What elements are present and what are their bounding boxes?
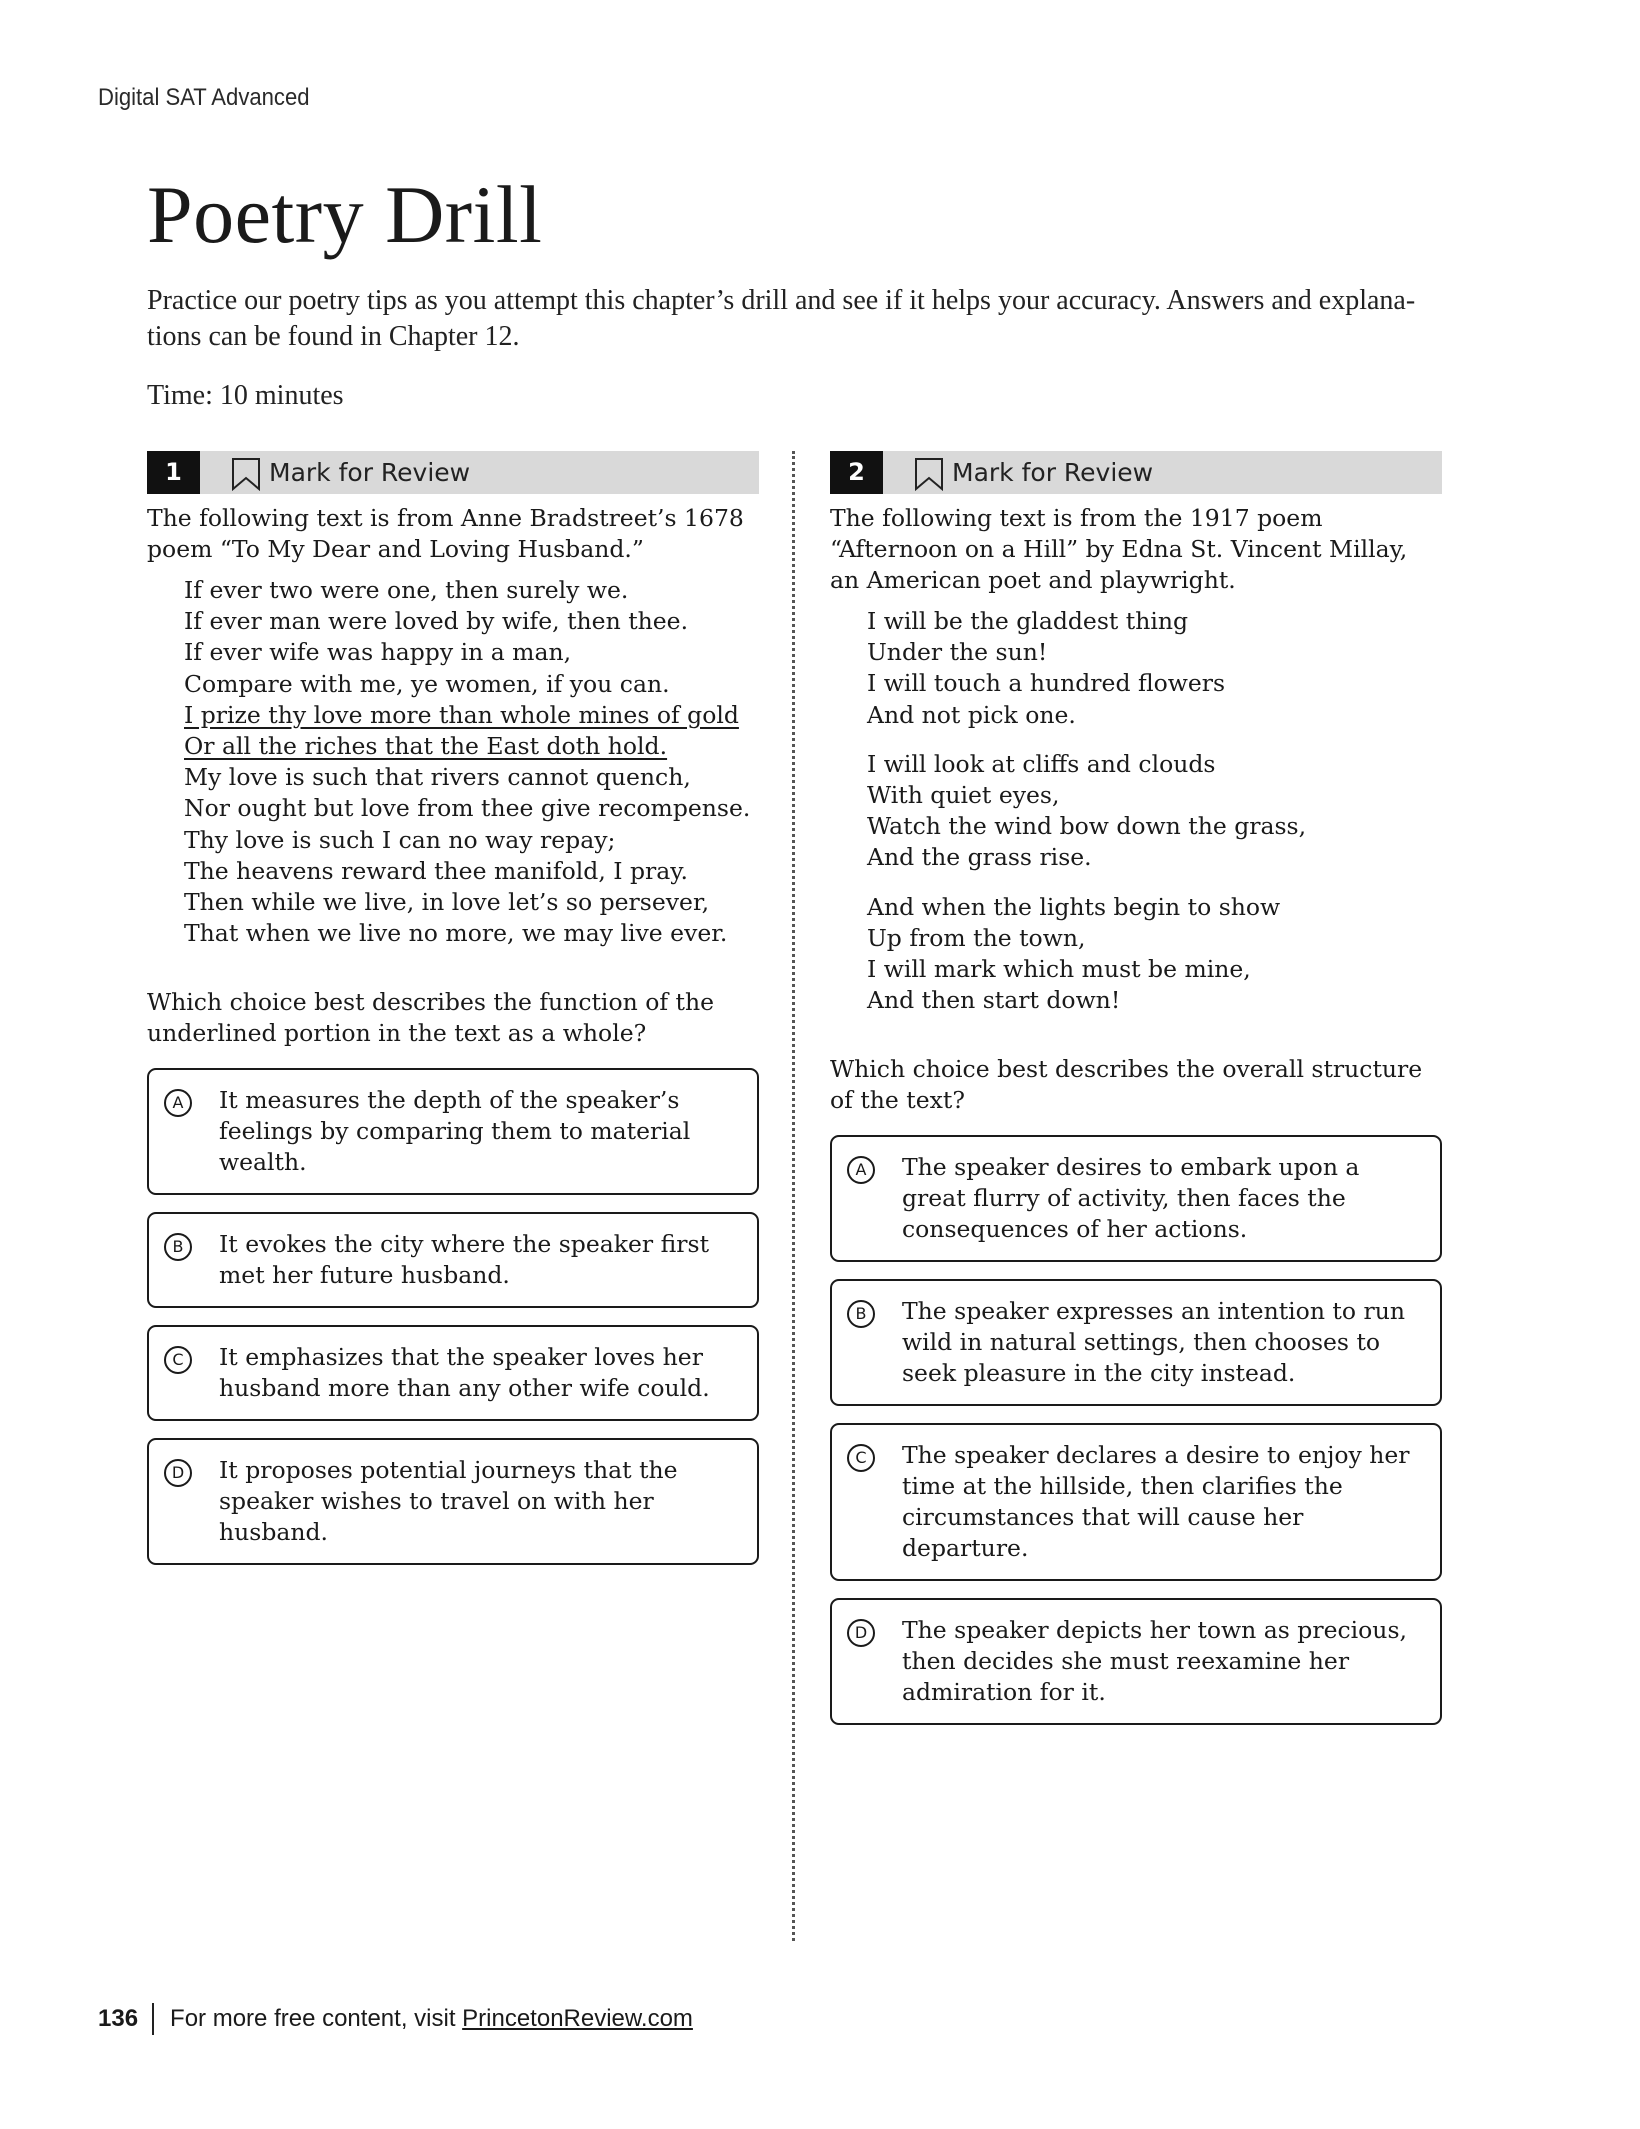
answer-choices xyxy=(147,1068,759,1565)
underlined-poem-line: I prize thy love more than whole mines of gold xyxy=(184,700,739,729)
poem-stanza xyxy=(867,606,1442,731)
mark-for-review-label[interactable]: Mark for Review xyxy=(269,458,471,487)
choice-text: The speaker expresses an intention to run wild in natural settings, then chooses to seek pleasure in the city instead. xyxy=(902,1297,1405,1388)
poem-line: And not pick one. xyxy=(867,700,1076,729)
poem-line: And the grass rise. xyxy=(867,843,1092,872)
choice-a[interactable] xyxy=(147,1068,759,1195)
choice-text: It measures the depth of the speaker’s feelings by comparing them to material wealth. xyxy=(219,1086,691,1177)
time-limit: Time: 10 minutes xyxy=(147,380,344,411)
page-footer xyxy=(98,2003,693,2035)
choice-d[interactable] xyxy=(830,1598,1442,1725)
choice-c[interactable] xyxy=(147,1325,759,1421)
footer-text: For more free content, visit xyxy=(170,2005,456,2032)
running-head: Digital SAT Advanced xyxy=(98,84,310,111)
choice-letter: B xyxy=(164,1233,192,1261)
question-number: 1 xyxy=(147,451,200,494)
column-divider xyxy=(792,451,795,1941)
source-text: The following text is from Anne Bradstreet’s 1678 poem “To My Dear and Loving Husband.” xyxy=(147,504,744,563)
question-prompt: Which choice best describes the function of the underlined portion in the text as a whole? xyxy=(147,988,714,1048)
intro-text: Practice our poetry tips as you attempt this chapter’s drill and see if it helps your accuracy. Answers and explana-tions can be found in Chapter 12. xyxy=(147,285,1416,352)
poem-line: I will look at cliffs and clouds xyxy=(867,749,1216,778)
choice-letter: A xyxy=(847,1156,875,1184)
footer-link[interactable]: PrincetonReview.com xyxy=(462,2005,693,2032)
question-header xyxy=(147,451,759,494)
choice-letter: D xyxy=(164,1459,192,1487)
poem-line: Watch the wind bow down the grass, xyxy=(867,812,1307,841)
bookmark-icon[interactable] xyxy=(231,457,261,491)
poem-line: I will mark which must be mine, xyxy=(867,955,1251,984)
poem-line: Nor ought but love from thee give recompense. xyxy=(184,794,751,823)
underlined-poem-line: Or all the riches that the East doth hold. xyxy=(184,732,668,761)
poem-line: If ever two were one, then surely we. xyxy=(184,576,629,604)
poem-line: I will be the gladdest thing xyxy=(867,607,1189,635)
mark-for-review-label[interactable]: Mark for Review xyxy=(952,458,1154,487)
poem-line: If ever wife was happy in a man, xyxy=(184,638,572,667)
poem-line: Up from the town, xyxy=(867,923,1086,952)
source-text: The following text is from the 1917 poem “Afternoon on a Hill” by Edna St. Vincent Millay, an American poet and playwright. xyxy=(830,504,1408,594)
poem-stanza xyxy=(867,892,1442,1017)
poem-line: Under the sun! xyxy=(867,638,1048,667)
poem-line: The heavens reward thee manifold, I pray. xyxy=(184,856,688,885)
poem-line: Thy love is such I can no way repay; xyxy=(184,825,616,854)
page-title: Poetry Drill xyxy=(147,169,543,260)
poem-line: If ever man were loved by wife, then thee. xyxy=(184,607,689,636)
choice-letter: C xyxy=(847,1444,875,1472)
choice-letter: A xyxy=(164,1089,192,1117)
choice-c[interactable] xyxy=(830,1423,1442,1581)
choice-text: The speaker declares a desire to enjoy her time at the hillside, then clarifies the circumstances that will cause her departure. xyxy=(902,1441,1410,1563)
question-number: 2 xyxy=(830,451,883,494)
bookmark-icon[interactable] xyxy=(914,457,944,491)
choice-b[interactable] xyxy=(147,1212,759,1308)
choice-letter: D xyxy=(847,1619,875,1647)
question-2 xyxy=(830,451,1442,1742)
poem-line: My love is such that rivers cannot quench, xyxy=(184,763,691,792)
footer-separator xyxy=(152,2003,154,2035)
poem-line: I will touch a hundred flowers xyxy=(867,669,1226,698)
page-number: 136 xyxy=(98,2005,139,2032)
poem-stanza xyxy=(867,749,1442,874)
poem-line: That when we live no more, we may live ever. xyxy=(184,919,728,948)
choice-a[interactable] xyxy=(830,1135,1442,1262)
question-1 xyxy=(147,451,759,1582)
choice-text: It proposes potential journeys that the speaker wishes to travel on with her husband. xyxy=(219,1456,678,1547)
answer-choices xyxy=(830,1135,1442,1725)
poem-line: Compare with me, ye women, if you can. xyxy=(184,669,670,698)
choice-b[interactable] xyxy=(830,1279,1442,1406)
choice-text: It emphasizes that the speaker loves her husband more than any other wife could. xyxy=(219,1343,710,1403)
question-prompt: Which choice best describes the overall structure of the text? xyxy=(830,1055,1423,1115)
choice-text: The speaker depicts her town as precious, then decides she must reexamine her admiration for it. xyxy=(902,1616,1407,1707)
poem-line: And when the lights begin to show xyxy=(867,892,1281,921)
choice-letter: C xyxy=(164,1346,192,1374)
choice-letter: B xyxy=(847,1300,875,1328)
choice-d[interactable] xyxy=(147,1438,759,1565)
poem-line: And then start down! xyxy=(867,986,1121,1015)
poem-line: Then while we live, in love let’s so persever, xyxy=(184,888,710,917)
poem xyxy=(184,575,759,949)
choice-text: It evokes the city where the speaker first met her future husband. xyxy=(219,1230,710,1290)
choice-text: The speaker desires to embark upon a great flurry of activity, then faces the consequences of her actions. xyxy=(902,1153,1360,1244)
question-header xyxy=(830,451,1442,494)
poem-line: With quiet eyes, xyxy=(867,781,1060,810)
